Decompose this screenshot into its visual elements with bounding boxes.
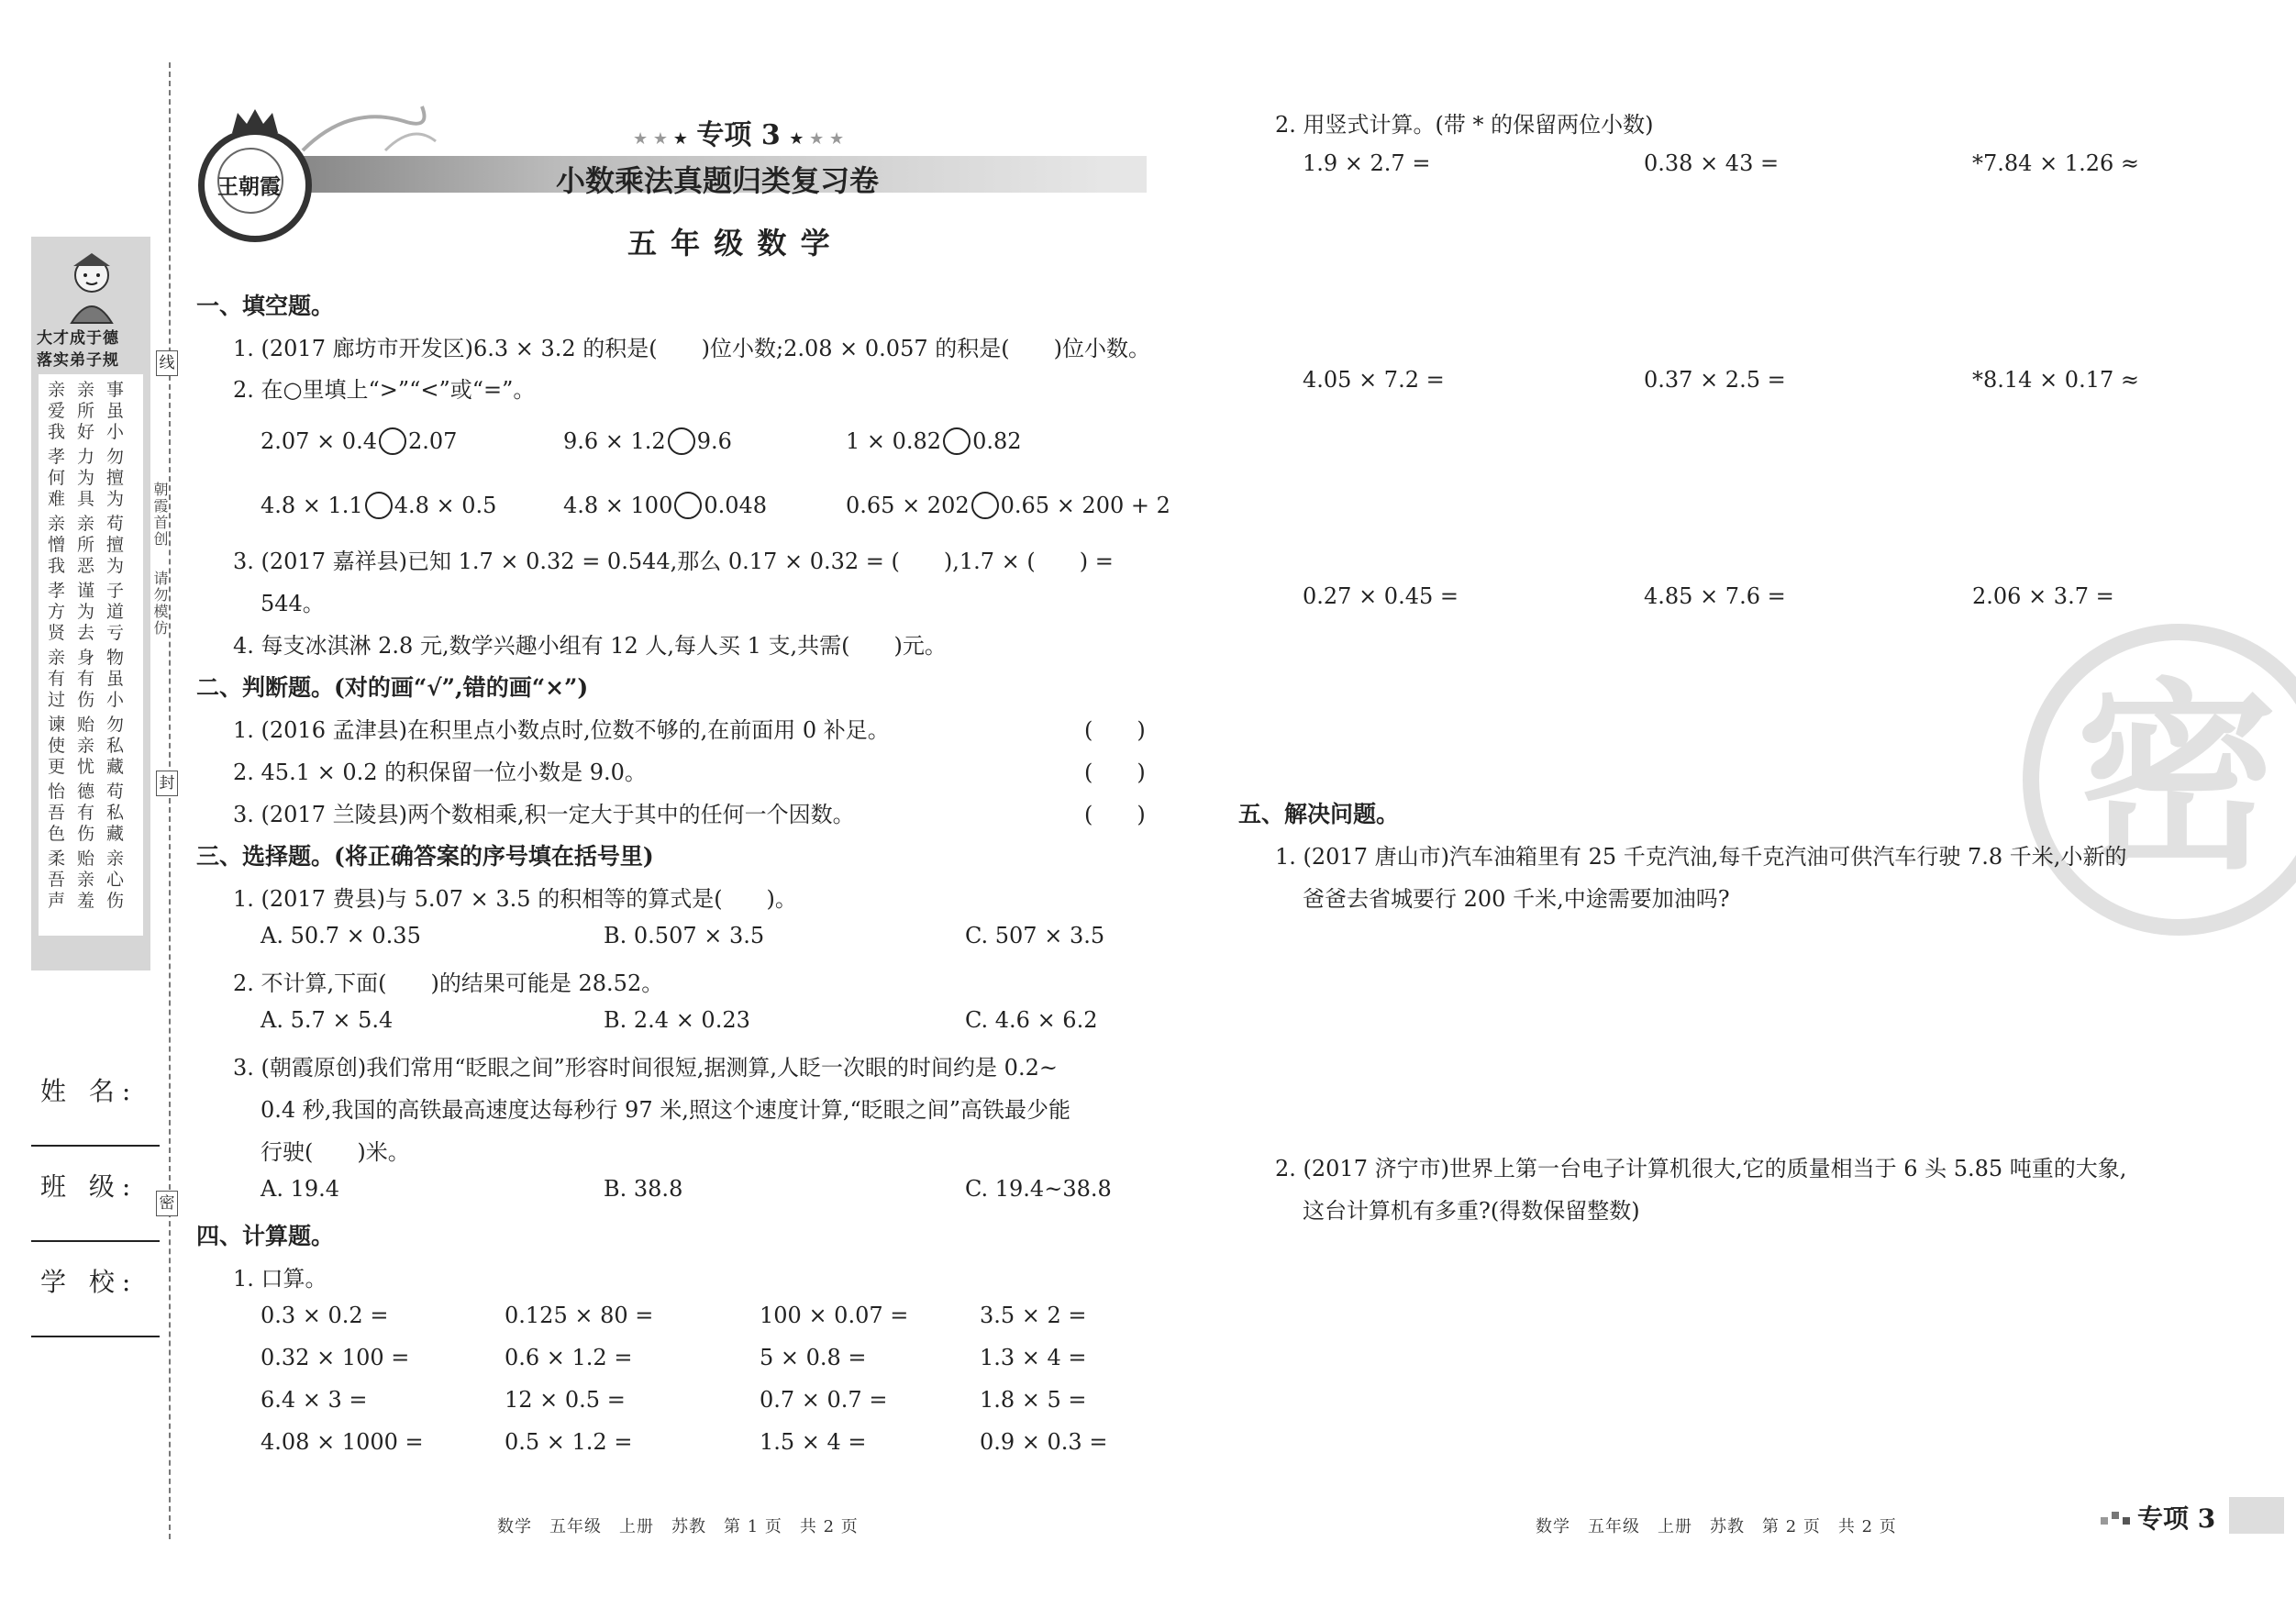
oral-calc-item[interactable]: 0.125 × 80 = bbox=[505, 1303, 654, 1328]
choice-q2: 2. 不计算,下面( )的结果可能是 28.52。 bbox=[233, 970, 664, 996]
choice-q3-line3: 行驶( )米。 bbox=[261, 1139, 410, 1165]
oral-calc-item[interactable]: 0.32 × 100 = bbox=[261, 1345, 410, 1370]
vertical-calc-item[interactable]: *7.84 × 1.26 ≈ bbox=[1972, 150, 2139, 176]
compare-item: 4.8 × 100 0.048 bbox=[563, 493, 768, 518]
star-icon: ★ bbox=[789, 129, 804, 149]
poem-char: 苟 bbox=[106, 782, 125, 802]
poem-char: 亲 bbox=[48, 380, 66, 400]
paper-subtitle: 五 年 级 数 学 bbox=[627, 226, 832, 261]
judge-item: 3. (2017 兰陵县)两个数相乘,积一定大于其中的任何一个因数。 bbox=[233, 802, 855, 827]
oral-calc-item[interactable]: 3.5 × 2 = bbox=[980, 1303, 1087, 1328]
paper-title: 小数乘法真题归类复习卷 bbox=[556, 163, 880, 198]
poem-char: 小 bbox=[106, 422, 125, 442]
compare-circle[interactable] bbox=[943, 427, 971, 455]
poem-char: 伤 bbox=[77, 824, 95, 844]
oral-calc-item[interactable]: 0.7 × 0.7 = bbox=[760, 1387, 888, 1413]
vertical-calc-item[interactable]: 0.27 × 0.45 = bbox=[1303, 583, 1459, 609]
judge-answer-box[interactable]: ( ) bbox=[1084, 760, 1146, 785]
poem-char: 好 bbox=[77, 422, 95, 442]
poem-char: 吾 bbox=[48, 870, 66, 890]
star-decoration-right: ★ ★ bbox=[804, 129, 845, 149]
compare-circle[interactable] bbox=[971, 492, 999, 519]
series-label bbox=[633, 112, 844, 152]
poem-char: 所 bbox=[77, 401, 95, 421]
vertical-calc-item[interactable]: 0.38 × 43 = bbox=[1644, 150, 1780, 176]
school-field[interactable] bbox=[31, 1336, 160, 1337]
poem-char: 亲 bbox=[77, 870, 95, 890]
fill-q4: 4. 每支冰淇淋 2.8 元,数学兴趣小组有 12 人,每人买 1 支,共需( )元。 bbox=[233, 633, 947, 659]
vertical-calc-heading: 2. 用竖式计算。(带 * 的保留两位小数) bbox=[1275, 112, 1654, 138]
section4-heading: 四、计算题。 bbox=[196, 1223, 335, 1249]
vertical-calc-item[interactable]: 4.85 × 7.6 = bbox=[1644, 583, 1786, 609]
problem2-line1: 2. (2017 济宁市)世界上第一台电子计算机很大,它的质量相当于 6 头 5.85 吨重的大象, bbox=[1275, 1156, 2127, 1181]
choice-option[interactable]: B. 38.8 bbox=[604, 1176, 683, 1202]
judge-answer-box[interactable]: ( ) bbox=[1084, 802, 1146, 827]
poem-char: 谏 bbox=[48, 715, 66, 735]
choice-q1: 1. (2017 费县)与 5.07 × 3.5 的积相等的算式是( )。 bbox=[233, 886, 797, 912]
series-title: 专项 3 bbox=[696, 119, 781, 151]
poem-char: 德 bbox=[77, 782, 95, 802]
choice-option[interactable]: B. 0.507 × 3.5 bbox=[604, 923, 765, 948]
poem-char: 难 bbox=[48, 489, 66, 509]
poem-char: 私 bbox=[106, 736, 125, 756]
poem-char: 贻 bbox=[77, 848, 95, 869]
poem-char: 为 bbox=[77, 602, 95, 622]
poem-char: 为 bbox=[77, 468, 95, 488]
poem-char: 心 bbox=[106, 870, 125, 890]
poem-char: 贻 bbox=[77, 715, 95, 735]
oral-calc-item[interactable]: 0.5 × 1.2 = bbox=[505, 1429, 633, 1455]
poem-char: 为 bbox=[106, 489, 125, 509]
oral-calc-item[interactable]: 0.6 × 1.2 = bbox=[505, 1345, 633, 1370]
poem-char: 恶 bbox=[77, 556, 95, 576]
poem-char: 勿 bbox=[106, 715, 125, 735]
poem-char: 爱 bbox=[48, 401, 66, 421]
compare-item: 4.8 × 1.1 4.8 × 0.5 bbox=[261, 493, 497, 518]
poem-char: 忧 bbox=[77, 757, 95, 777]
logo-text: 王朝霞 bbox=[217, 174, 281, 199]
poem-char: 有 bbox=[77, 669, 95, 689]
problem1-line1: 1. (2017 唐山市)汽车油箱里有 25 千克汽油,每千克汽油可供汽车行驶 7.8 千米,小新的 bbox=[1275, 844, 2127, 870]
vertical-calc-item[interactable]: 0.37 × 2.5 = bbox=[1644, 367, 1786, 393]
poem-char: 亲 bbox=[48, 514, 66, 534]
poem-char: 声 bbox=[48, 891, 66, 911]
compare-item: 2.07 × 0.4 2.07 bbox=[261, 428, 458, 454]
brand-logo bbox=[198, 128, 312, 242]
poem-char: 子 bbox=[106, 581, 125, 601]
choice-option[interactable]: B. 2.4 × 0.23 bbox=[604, 1007, 750, 1033]
poem-char: 有 bbox=[48, 669, 66, 689]
oral-calc-item[interactable]: 4.08 × 1000 = bbox=[261, 1429, 424, 1455]
oral-calc-heading: 1. 口算。 bbox=[233, 1266, 327, 1292]
poem-char: 亲 bbox=[77, 380, 95, 400]
choice-option[interactable]: C. 19.4~38.8 bbox=[965, 1176, 1112, 1202]
badge-squares-icon bbox=[2101, 1506, 2134, 1526]
poem-char: 孝 bbox=[48, 447, 66, 467]
poem-char: 亏 bbox=[106, 623, 125, 643]
choice-option[interactable]: C. 4.6 × 6.2 bbox=[965, 1007, 1098, 1033]
poem-panel bbox=[31, 237, 150, 970]
poem-char: 虽 bbox=[106, 669, 125, 689]
compare-item: 0.65 × 202 0.65 × 200 + 2 bbox=[846, 493, 1170, 518]
poem-char: 藏 bbox=[106, 824, 125, 844]
vertical-calc-item[interactable]: 1.9 × 2.7 = bbox=[1303, 150, 1431, 176]
poem-char: 苟 bbox=[106, 514, 125, 534]
fill-q3-line2: 544。 bbox=[261, 591, 325, 616]
poem-char: 憎 bbox=[48, 535, 66, 555]
poem-char: 我 bbox=[48, 556, 66, 576]
poem-char: 擅 bbox=[106, 468, 125, 488]
fill-q2: 2. 在○里填上“>”“<”或“=”。 bbox=[233, 377, 536, 403]
fill-q3-line1: 3. (2017 嘉祥县)已知 1.7 × 0.32 = 0.544,那么 0.17 × 0.32 = ( ),1.7 × ( ) = bbox=[233, 549, 1114, 574]
star-decoration-left: ★ ★ bbox=[633, 129, 673, 149]
choice-option[interactable]: A. 19.4 bbox=[261, 1176, 340, 1202]
oral-calc-item[interactable]: 6.4 × 3 = bbox=[261, 1387, 368, 1413]
oral-calc-item[interactable]: 1.5 × 4 = bbox=[760, 1429, 867, 1455]
poem-char: 亲 bbox=[77, 514, 95, 534]
original-note: 朝霞首创 bbox=[151, 482, 169, 548]
poem-char: 所 bbox=[77, 535, 95, 555]
poem-char: 谨 bbox=[77, 581, 95, 601]
oral-calc-item[interactable]: 1.3 × 4 = bbox=[980, 1345, 1087, 1370]
compare-circle[interactable] bbox=[365, 492, 393, 519]
poem-char: 具 bbox=[77, 489, 95, 509]
oral-calc-item[interactable]: 1.8 × 5 = bbox=[980, 1387, 1087, 1413]
fill-q1: 1. (2017 廊坊市开发区)6.3 × 3.2 的积是( )位小数;2.08 × 0.057 的积是( )位小数。 bbox=[233, 336, 1150, 361]
oral-calc-item[interactable]: 0.9 × 0.3 = bbox=[980, 1429, 1108, 1455]
poem-char: 为 bbox=[106, 556, 125, 576]
poem-char: 事 bbox=[106, 380, 125, 400]
poem-char: 怡 bbox=[48, 782, 66, 802]
oral-calc-item[interactable]: 12 × 0.5 = bbox=[505, 1387, 626, 1413]
poem-char: 小 bbox=[106, 690, 125, 710]
poem-char: 何 bbox=[48, 468, 66, 488]
judge-item: 2. 45.1 × 0.2 的积保留一位小数是 9.0。 bbox=[233, 760, 647, 785]
motto-line-2: 落实弟子规 bbox=[37, 351, 119, 370]
vertical-calc-item[interactable]: 4.05 × 7.2 = bbox=[1303, 367, 1445, 393]
poem-char: 柔 bbox=[48, 848, 66, 869]
section5-heading: 五、解决问题。 bbox=[1238, 801, 1400, 827]
poem-char: 去 bbox=[77, 623, 95, 643]
judge-item: 1. (2016 孟津县)在积里点小数点时,位数不够的,在前面用 0 补足。 bbox=[233, 717, 890, 743]
poem-char: 羞 bbox=[77, 891, 95, 911]
problem2-line2: 这台计算机有多重?(得数保留整数) bbox=[1303, 1198, 1640, 1224]
vertical-calc-item[interactable]: 2.06 × 3.7 = bbox=[1972, 583, 2114, 609]
poem-char: 过 bbox=[48, 690, 66, 710]
poem-char: 亲 bbox=[106, 848, 125, 869]
poem-char: 使 bbox=[48, 736, 66, 756]
poem-char: 色 bbox=[48, 824, 66, 844]
cut-mark-secret: 密 bbox=[156, 1191, 178, 1216]
vertical-calc-item[interactable]: *8.14 × 0.17 ≈ bbox=[1972, 367, 2139, 393]
star-icon: ★ bbox=[672, 129, 688, 149]
compare-item: 9.6 × 1.2 9.6 bbox=[563, 428, 732, 454]
poem-char: 物 bbox=[106, 648, 125, 668]
problem1-line2: 爸爸去省城要行 200 千米,中途需要加油吗? bbox=[1303, 886, 1730, 912]
poem-char: 吾 bbox=[48, 803, 66, 823]
oral-calc-item[interactable]: 5 × 0.8 = bbox=[760, 1345, 867, 1370]
poem-char: 伤 bbox=[106, 891, 125, 911]
poem-char: 孝 bbox=[48, 581, 66, 601]
cut-mark-seal: 封 bbox=[156, 771, 178, 796]
name-field[interactable] bbox=[31, 1145, 160, 1147]
poem-char: 私 bbox=[106, 803, 125, 823]
poem-char: 力 bbox=[77, 447, 95, 467]
poem-char: 伤 bbox=[77, 690, 95, 710]
name-label: 姓 名: bbox=[40, 1076, 139, 1106]
secret-stamp-watermark: 密 bbox=[2023, 624, 2296, 936]
section3-heading: 三、选择题。(将正确答案的序号填在括号里) bbox=[196, 843, 654, 870]
cut-mark-line: 线 bbox=[156, 350, 178, 376]
choice-option[interactable]: A. 5.7 × 5.4 bbox=[261, 1007, 394, 1033]
poem-char: 方 bbox=[48, 602, 66, 622]
oral-calc-item[interactable]: 100 × 0.07 = bbox=[760, 1303, 909, 1328]
choice-option[interactable]: C. 507 × 3.5 bbox=[965, 923, 1105, 948]
scholar-illustration bbox=[55, 248, 128, 326]
crown-icon bbox=[230, 107, 280, 135]
binding-margin bbox=[0, 0, 174, 1597]
cut-line bbox=[169, 62, 171, 1539]
compare-circle[interactable] bbox=[668, 427, 695, 455]
poem-char: 勿 bbox=[106, 447, 125, 467]
oral-calc-item[interactable]: 0.3 × 0.2 = bbox=[261, 1303, 389, 1328]
poem-box bbox=[39, 374, 143, 936]
poem-char: 贤 bbox=[48, 623, 66, 643]
poem-char: 亲 bbox=[48, 648, 66, 668]
poem-char: 亲 bbox=[77, 736, 95, 756]
series-badge bbox=[2101, 1497, 2284, 1534]
poem-char: 藏 bbox=[106, 757, 125, 777]
motto-line-1: 大才成于德 bbox=[37, 329, 119, 348]
ribbon-swirl bbox=[294, 95, 440, 160]
compare-circle[interactable] bbox=[379, 427, 406, 455]
school-label: 学 校: bbox=[40, 1267, 139, 1297]
page-footer-right: 数学 五年级 上册 苏教 第 2 页 共 2 页 bbox=[1536, 1517, 1897, 1536]
poem-char: 有 bbox=[77, 803, 95, 823]
poem-char: 身 bbox=[77, 648, 95, 668]
compare-item: 1 × 0.82 0.82 bbox=[846, 428, 1022, 454]
class-field[interactable] bbox=[31, 1240, 160, 1242]
section2-heading: 二、判断题。(对的画“√”,错的画“×”) bbox=[196, 674, 589, 701]
choice-option[interactable]: A. 50.7 × 0.35 bbox=[261, 923, 421, 948]
section1-heading: 一、填空题。 bbox=[196, 293, 335, 319]
poem-char: 更 bbox=[48, 757, 66, 777]
no-copy-note: 请勿模仿 bbox=[151, 571, 169, 637]
page-footer-left: 数学 五年级 上册 苏教 第 1 页 共 2 页 bbox=[497, 1517, 859, 1536]
poem-char: 擅 bbox=[106, 535, 125, 555]
compare-circle[interactable] bbox=[674, 492, 702, 519]
poem-char: 我 bbox=[48, 422, 66, 442]
poem-char: 虽 bbox=[106, 401, 125, 421]
choice-q3-line2: 0.4 秒,我国的高铁最高速度达每秒行 97 米,照这个速度计算,“眨眼之间”高铁最少能 bbox=[261, 1097, 1071, 1123]
badge-bar bbox=[2229, 1497, 2284, 1534]
poem-char: 道 bbox=[106, 602, 125, 622]
badge-label: 专项 3 bbox=[2137, 1503, 2216, 1534]
judge-answer-box[interactable]: ( ) bbox=[1084, 717, 1146, 743]
class-label: 班 级: bbox=[40, 1171, 139, 1202]
choice-q3-line1: 3. (朝霞原创)我们常用“眨眼之间”形容时间很短,据测算,人眨一次眼的时间约是 0.2~ bbox=[233, 1055, 1058, 1081]
